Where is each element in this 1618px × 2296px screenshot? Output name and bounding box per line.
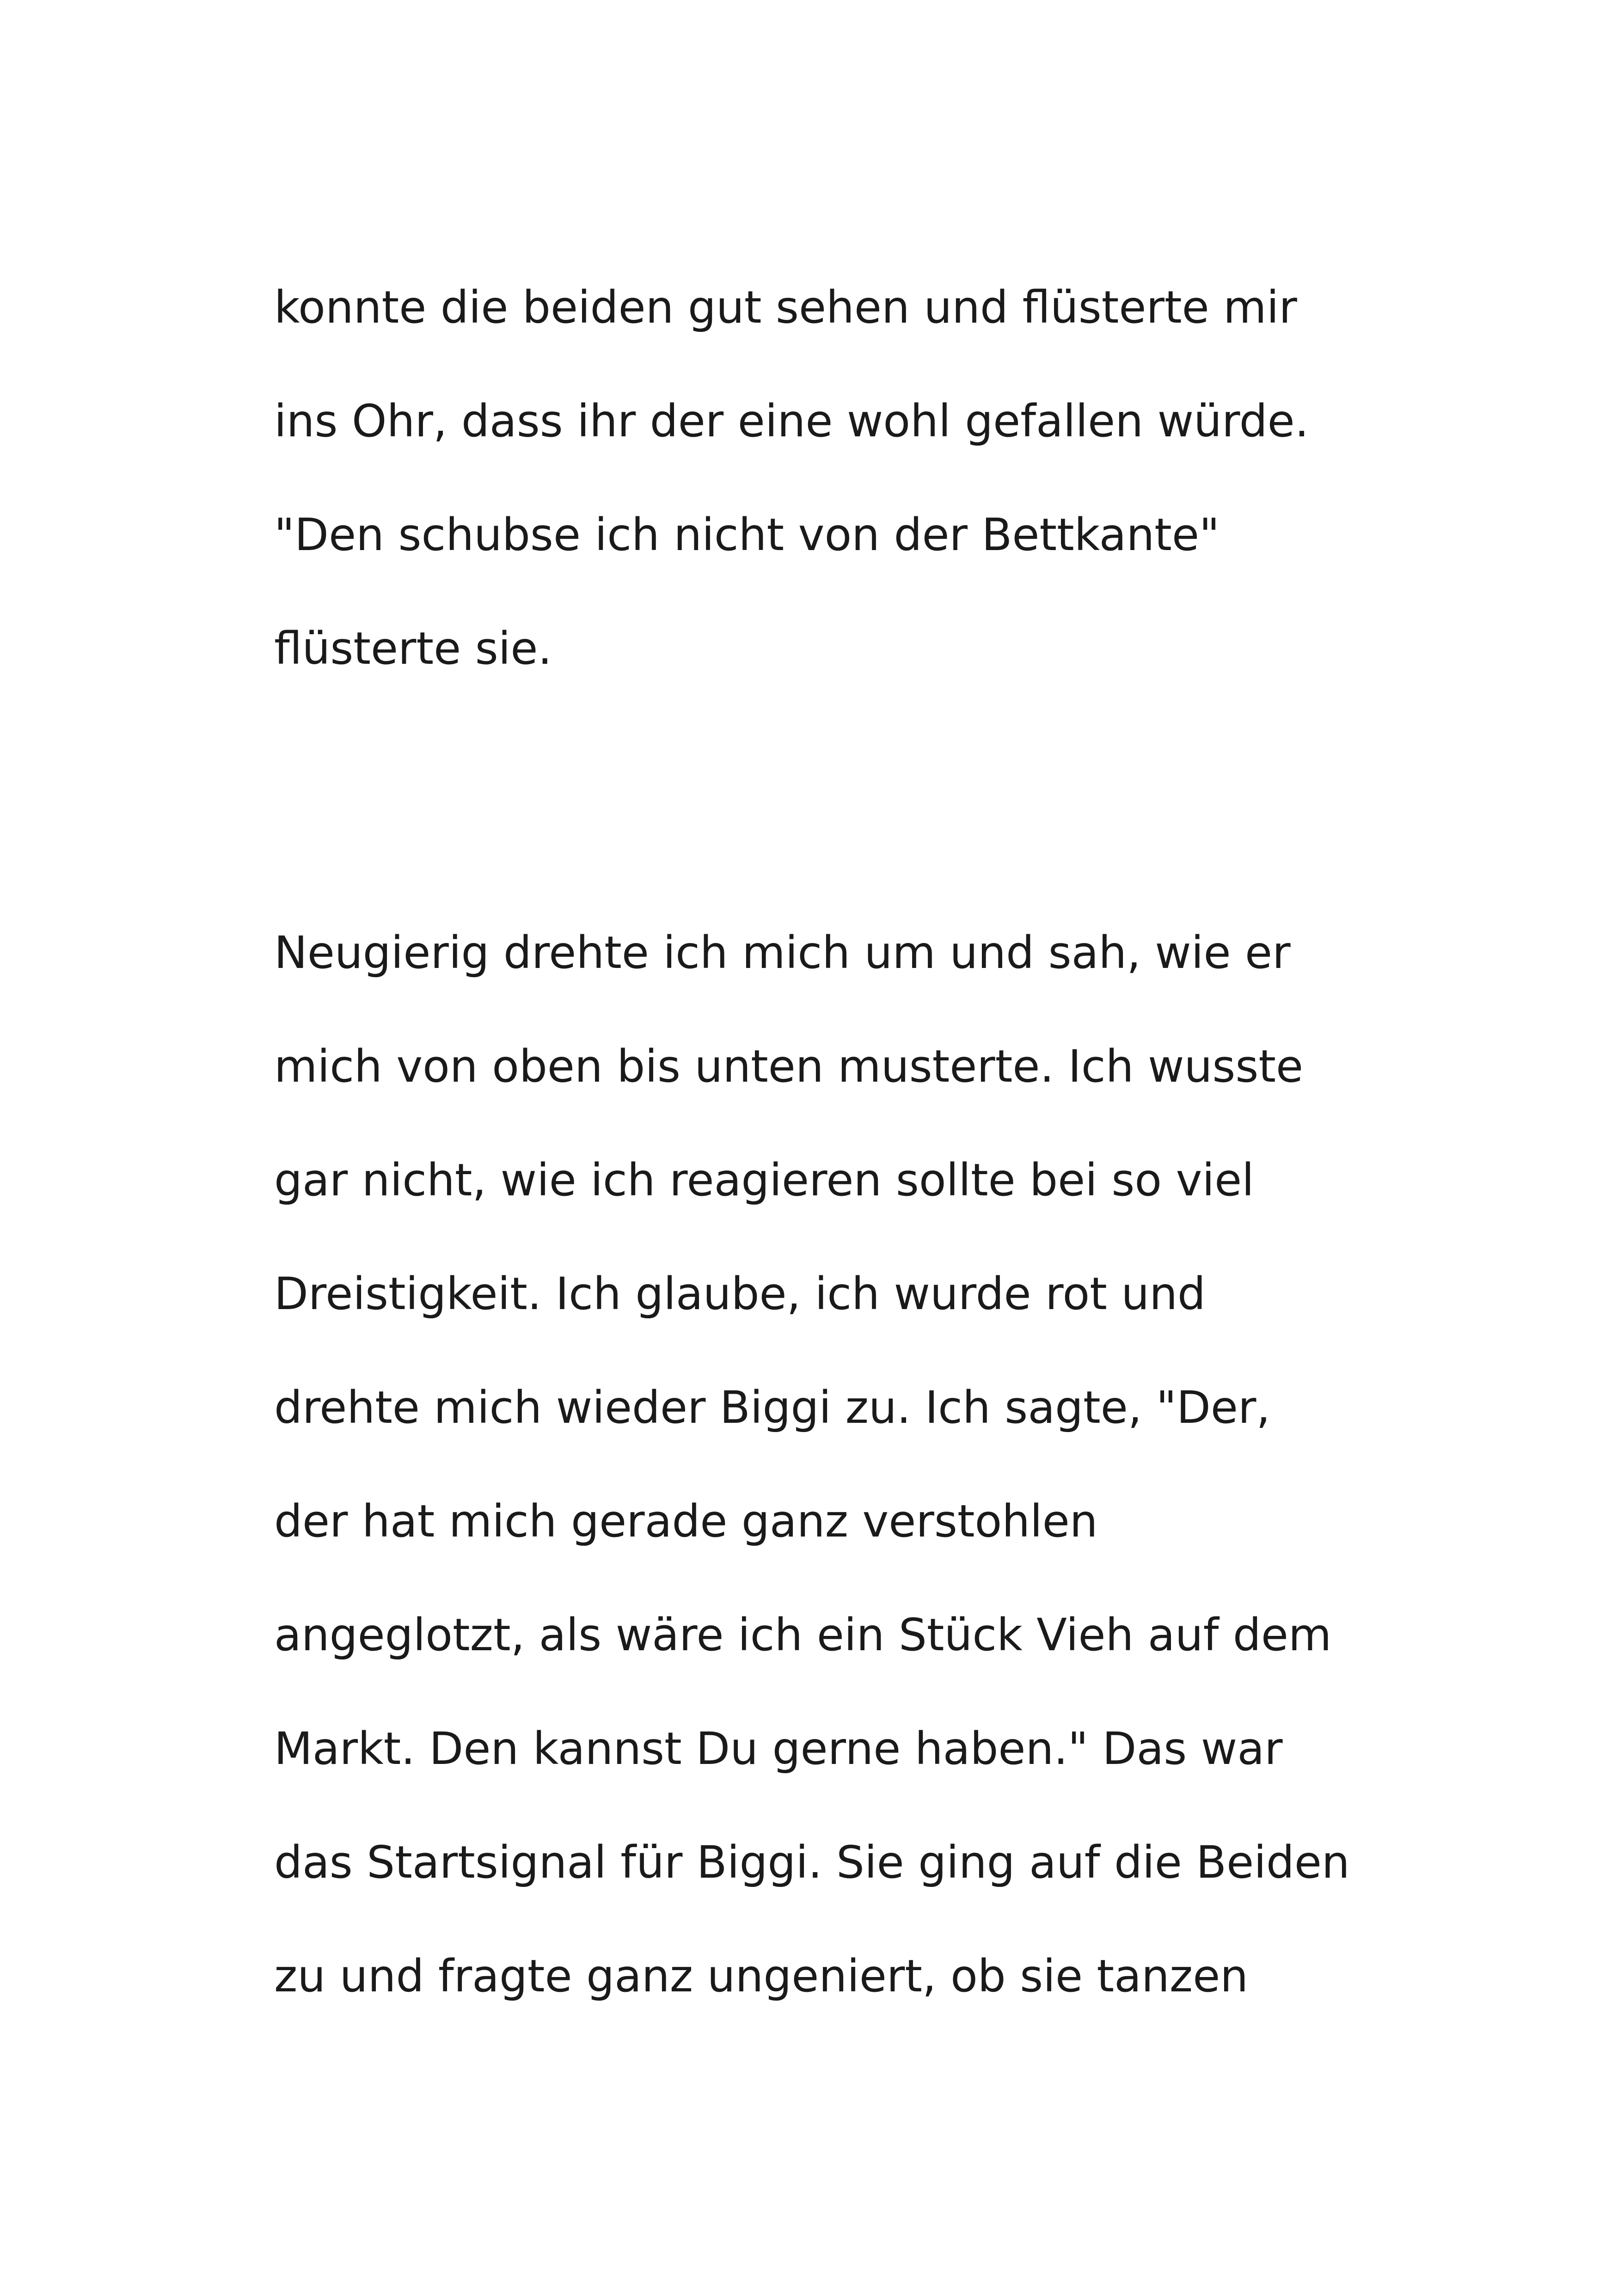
text-line: Dreistigkeit. Ich glaube, ich wurde rot und bbox=[274, 1268, 1206, 1320]
text-line: "Den schubse ich nicht von der Bettkante" bbox=[274, 509, 1220, 561]
text-line: zu und fragte ganz ungeniert, ob sie tanzen bbox=[274, 1950, 1249, 2002]
text-line: Neugierig drehte ich mich um und sah, wie er bbox=[274, 927, 1291, 979]
text-line: drehte mich wieder Biggi zu. Ich sagte, "Der, bbox=[274, 1382, 1270, 1433]
text-line: das Startsignal für Biggi. Sie ging auf die Beiden bbox=[274, 1837, 1350, 1888]
text-line: konnte die beiden gut sehen und flüsterte mir bbox=[274, 282, 1297, 333]
paragraph-1 bbox=[274, 251, 1384, 705]
text-line: mich von oben bis unten musterte. Ich wusste bbox=[274, 1041, 1304, 1092]
text-line: ins Ohr, dass ihr der eine wohl gefallen würde. bbox=[274, 395, 1309, 447]
text-line: gar nicht, wie ich reagieren sollte bei so viel bbox=[274, 1154, 1254, 1206]
paragraph-2 bbox=[274, 896, 1384, 2033]
text-line: flüsterte sie. bbox=[274, 623, 552, 674]
text-line: Markt. Den kannst Du gerne haben." Das war bbox=[274, 1723, 1283, 1775]
text-line: angeglotzt, als wäre ich ein Stück Vieh auf dem bbox=[274, 1609, 1332, 1661]
text-line: der hat mich gerade ganz verstohlen bbox=[274, 1495, 1098, 1547]
